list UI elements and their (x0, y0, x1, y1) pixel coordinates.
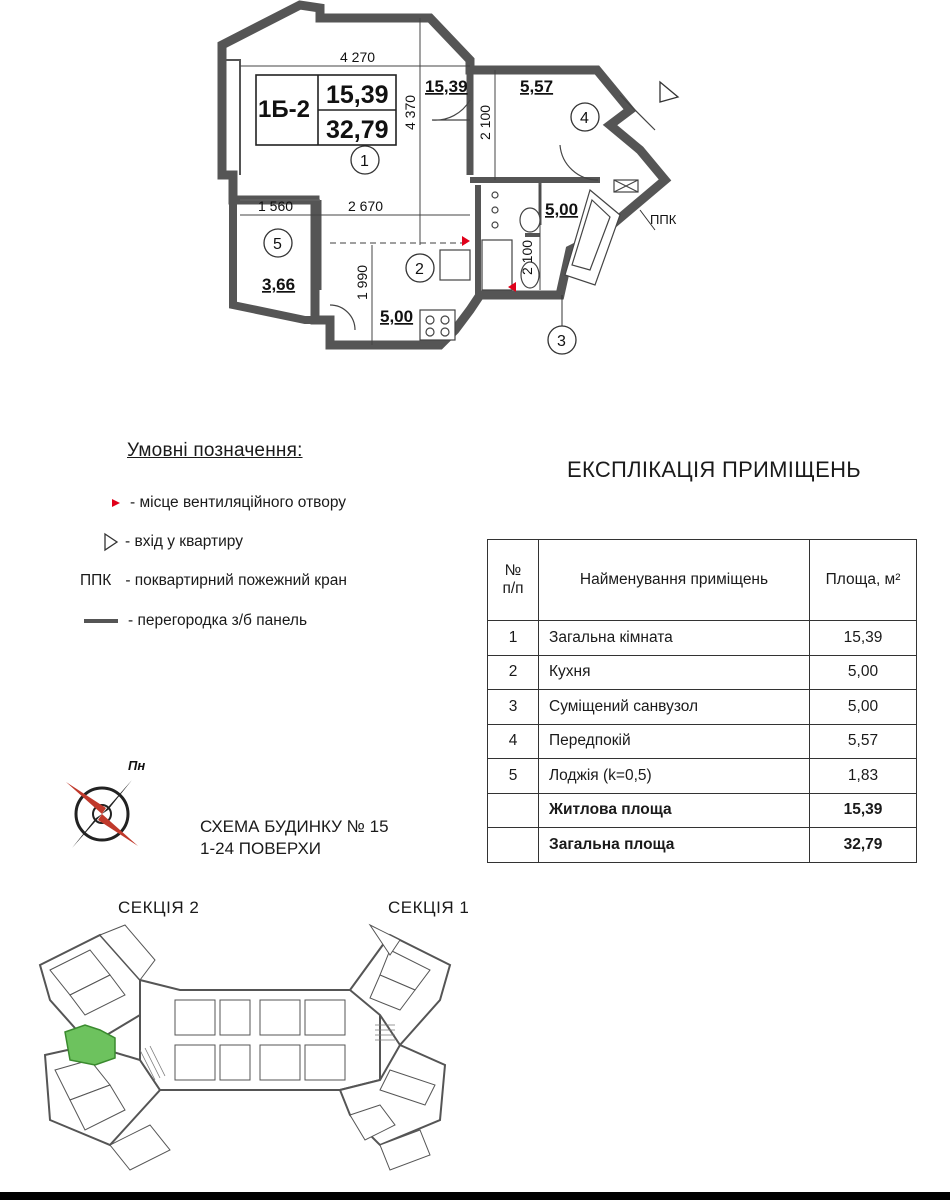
room-4-number: 4 (580, 110, 589, 127)
legend-item-vent (110, 494, 346, 512)
row-area: 5,00 (810, 690, 917, 725)
legend-item-text: - місце вентиляційного отвору (130, 494, 347, 511)
legend-item-text: - поквартирний пожежний кран (125, 572, 347, 589)
partition-line-icon (84, 619, 118, 623)
legend-title: Умовні позначення: (127, 440, 303, 461)
legend-item-text: - перегородка з/б панель (128, 612, 308, 629)
table-row (488, 690, 917, 725)
total-name: Житлова площа (539, 793, 810, 828)
row-area: 5,57 (810, 724, 917, 759)
table-row (488, 621, 917, 656)
row-num: 4 (488, 724, 539, 759)
room-4-area: 5,57 (520, 77, 554, 96)
scheme-title-line1: СХЕМА БУДИНКУ № 15 (200, 817, 389, 836)
door-swing (432, 100, 470, 120)
room-2-number: 2 (415, 261, 424, 278)
explication-table (487, 539, 917, 863)
row-name: Лоджія (k=0,5) (539, 759, 810, 794)
dim-2670: 2 670 (348, 198, 384, 214)
row-num: 2 (488, 655, 539, 690)
legend-item-text: - вхід у квартиру (125, 533, 243, 551)
entry-triangle-icon (103, 532, 119, 552)
legend-item-partition (84, 612, 307, 630)
total-row-living (488, 793, 917, 828)
unit-living-area: 15,39 (326, 81, 389, 109)
row-num: 1 (488, 621, 539, 656)
row-area: 5,00 (810, 655, 917, 690)
table-row (488, 724, 917, 759)
dim-2100-b: 2 100 (519, 239, 535, 275)
entry-icon (660, 82, 678, 102)
dim-4370: 4 370 (402, 94, 418, 130)
bottom-bar (0, 1192, 950, 1200)
outer-wall (222, 5, 665, 345)
room-5-number: 5 (273, 236, 282, 253)
dim-1560: 1 560 (258, 198, 294, 214)
building-scheme (30, 920, 460, 1175)
dim-2100-a: 2 100 (477, 104, 493, 140)
unit-total-area: 32,79 (326, 116, 389, 144)
room-1-area-label: 15,39 (425, 77, 468, 96)
legend-item-ppk (80, 572, 347, 590)
table-row (488, 655, 917, 690)
unit-type: 1Б-2 (258, 96, 310, 123)
floor-plan (0, 0, 950, 400)
table-row (488, 759, 917, 794)
vent-marker (462, 236, 470, 246)
compass-north-label: Пн (128, 758, 146, 773)
row-name: Загальна кімната (539, 621, 810, 656)
legend-symbol-ppk: ППК (80, 572, 112, 589)
row-num: 5 (488, 759, 539, 794)
section-1-label: СЕКЦІЯ 1 (388, 898, 470, 917)
table-header-row (488, 540, 917, 621)
room-1-number: 1 (360, 153, 369, 170)
ppk-label: ППК (650, 212, 677, 227)
total-row-general (488, 828, 917, 863)
header-area: Площа, м² (810, 540, 917, 621)
legend-item-entry (103, 532, 243, 552)
total-name: Загальна площа (539, 828, 810, 863)
row-name: Передпокій (539, 724, 810, 759)
compass-rose-icon (60, 750, 150, 850)
scheme-title (200, 816, 389, 860)
total-area: 32,79 (810, 828, 917, 863)
room-5-area: 3,66 (262, 275, 296, 294)
total-area: 15,39 (810, 793, 917, 828)
explication-title: ЕКСПЛІКАЦІЯ ПРИМІЩЕНЬ (567, 457, 862, 482)
vent-icon (110, 497, 122, 509)
header-num: № п/п (488, 540, 539, 621)
room-3-number: 3 (557, 333, 566, 350)
row-num: 3 (488, 690, 539, 725)
row-name: Кухня (539, 655, 810, 690)
section-2-label: СЕКЦІЯ 2 (118, 898, 200, 917)
row-area: 15,39 (810, 621, 917, 656)
row-name: Суміщений санвузол (539, 690, 810, 725)
bath-area: 5,00 (545, 200, 579, 219)
dim-4270: 4 270 (340, 49, 376, 65)
kitchen-sink (440, 250, 470, 280)
room-2-area: 5,00 (380, 307, 414, 326)
row-area: 1,83 (810, 759, 917, 794)
scheme-title-line2: 1-24 ПОВЕРХИ (200, 839, 322, 858)
header-name: Найменування приміщень (539, 540, 810, 621)
dim-1990: 1 990 (354, 264, 370, 300)
